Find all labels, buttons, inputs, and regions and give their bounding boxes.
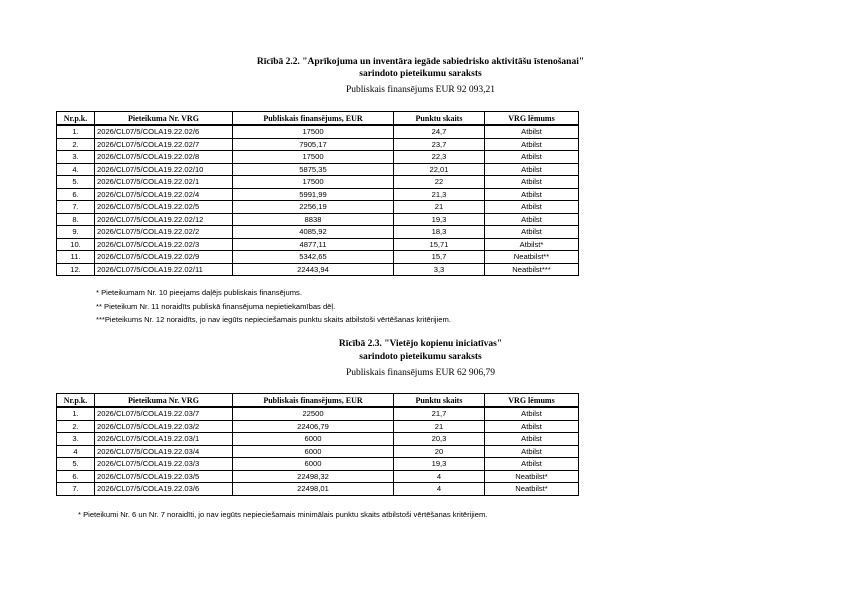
table-row	[57, 188, 579, 201]
col-header-nr: Nr.p.k.	[57, 112, 95, 126]
points-cell: 19,3	[394, 458, 485, 471]
row-nr-cell: 4	[57, 445, 95, 458]
table-row	[57, 238, 579, 251]
row-nr-cell: 12.	[57, 263, 95, 276]
table-row	[57, 458, 579, 471]
table-row	[57, 176, 579, 189]
table-row	[57, 470, 579, 483]
table-row	[57, 163, 579, 176]
col-header-nr: Nr.p.k.	[57, 394, 95, 408]
funding-cell: 4085,92	[233, 226, 394, 239]
application-id-cell: 2026/CL07/5/COLA19.22.02/8	[95, 151, 233, 164]
table-row	[57, 420, 579, 433]
section2-note-1: * Pieteikumi Nr. 6 un Nr. 7 noraidīti, jo nav iegūts nepieciešamais minimālais punktu skaits atbilstoši vērtēšanas kritērijiem.	[78, 510, 488, 519]
row-nr-cell: 8.	[57, 213, 95, 226]
section1-note-1: * Pieteikumam Nr. 10 pieejams daļējs publiskais finansējums.	[96, 288, 302, 297]
row-nr-cell: 1.	[57, 125, 95, 138]
application-id-cell: 2026/CL07/5/COLA19.22.02/5	[95, 201, 233, 214]
table-row	[57, 125, 579, 138]
section1-title-line1: Rīcībā 2.2. "Aprīkojuma un inventāra iegāde sabiedrisko aktivitāšu īstenošanai"	[256, 57, 585, 67]
table-row	[57, 483, 579, 496]
points-cell: 15,71	[394, 238, 485, 251]
table-row	[57, 445, 579, 458]
section1-table	[56, 111, 579, 276]
points-cell: 20,3	[394, 433, 485, 446]
points-cell: 3,3	[394, 263, 485, 276]
row-nr-cell: 2.	[57, 138, 95, 151]
row-nr-cell: 3.	[57, 433, 95, 446]
application-id-cell: 2026/CL07/5/COLA19.22.03/1	[95, 433, 233, 446]
col-header-application: Pieteikuma Nr. VRG	[95, 112, 233, 126]
funding-cell: 17500	[233, 176, 394, 189]
decision-cell: Atbilst	[485, 125, 579, 138]
funding-cell: 22443,94	[233, 263, 394, 276]
funding-cell: 6000	[233, 445, 394, 458]
table-row	[57, 251, 579, 264]
row-nr-cell: 9.	[57, 226, 95, 239]
funding-cell: 22498,32	[233, 470, 394, 483]
application-id-cell: 2026/CL07/5/COLA19.22.02/1	[95, 176, 233, 189]
points-cell: 15,7	[394, 251, 485, 264]
points-cell: 23,7	[394, 138, 485, 151]
decision-cell: Atbilst	[485, 433, 579, 446]
decision-cell: Atbilst	[485, 151, 579, 164]
col-header-application: Pieteikuma Nr. VRG	[95, 394, 233, 408]
section2-table	[56, 393, 579, 496]
table-row	[57, 213, 579, 226]
section1-note-2: ** Pieteikum Nr. 11 noraidīts publiskā finansējuma nepietiekamības dēļ.	[96, 302, 336, 311]
application-id-cell: 2026/CL07/5/COLA19.22.03/3	[95, 458, 233, 471]
decision-cell: Atbilst	[485, 176, 579, 189]
col-header-decision: VRG lēmums	[485, 112, 579, 126]
funding-cell: 5991,99	[233, 188, 394, 201]
row-nr-cell: 6.	[57, 470, 95, 483]
table-row	[57, 201, 579, 214]
table-row	[57, 138, 579, 151]
decision-cell: Atbilst	[485, 188, 579, 201]
section2-header-row	[57, 394, 579, 408]
application-id-cell: 2026/CL07/5/COLA19.22.03/7	[95, 407, 233, 420]
funding-cell: 7905,17	[233, 138, 394, 151]
application-id-cell: 2026/CL07/5/COLA19.22.03/5	[95, 470, 233, 483]
funding-cell: 22500	[233, 407, 394, 420]
row-nr-cell: 6.	[57, 188, 95, 201]
col-header-points: Punktu skaits	[394, 394, 485, 408]
decision-cell: Atbilst	[485, 445, 579, 458]
points-cell: 4	[394, 470, 485, 483]
decision-cell: Atbilst	[485, 201, 579, 214]
application-id-cell: 2026/CL07/5/COLA19.22.03/4	[95, 445, 233, 458]
table-row	[57, 151, 579, 164]
points-cell: 19,3	[394, 213, 485, 226]
section1-title-line2: sarindoto pieteikumu saraksts	[359, 69, 482, 79]
funding-cell: 5342,65	[233, 251, 394, 264]
col-header-funding: Publiskais finansējums, EUR	[233, 394, 394, 408]
funding-cell: 5875,35	[233, 163, 394, 176]
table-row	[57, 226, 579, 239]
points-cell: 20	[394, 445, 485, 458]
row-nr-cell: 4.	[57, 163, 95, 176]
decision-cell: Atbilst	[485, 213, 579, 226]
points-cell: 22,01	[394, 163, 485, 176]
application-id-cell: 2026/CL07/5/COLA19.22.02/3	[95, 238, 233, 251]
funding-cell: 2256,19	[233, 201, 394, 214]
section1-note-3: ***Pieteikums Nr. 12 noraidīts, jo nav iegūts nepieciešamais punktu skaits atbilstoši vērtēšanas kritērijiem.	[96, 315, 451, 324]
application-id-cell: 2026/CL07/5/COLA19.22.02/6	[95, 125, 233, 138]
decision-cell: Atbilst	[485, 458, 579, 471]
row-nr-cell: 7.	[57, 201, 95, 214]
row-nr-cell: 11.	[57, 251, 95, 264]
row-nr-cell: 7.	[57, 483, 95, 496]
points-cell: 21	[394, 201, 485, 214]
row-nr-cell: 1.	[57, 407, 95, 420]
col-header-funding: Publiskais finansējums, EUR	[233, 112, 394, 126]
funding-cell: 4877,11	[233, 238, 394, 251]
points-cell: 4	[394, 483, 485, 496]
col-header-decision: VRG lēmums	[485, 394, 579, 408]
decision-cell: Atbilst	[485, 226, 579, 239]
funding-cell: 22498,01	[233, 483, 394, 496]
funding-cell: 17500	[233, 125, 394, 138]
funding-cell: 17500	[233, 151, 394, 164]
decision-cell: Atbilst	[485, 163, 579, 176]
application-id-cell: 2026/CL07/5/COLA19.22.02/9	[95, 251, 233, 264]
funding-cell: 8838	[233, 213, 394, 226]
section2-funding: Publiskais finansējums EUR 62 906,79	[345, 368, 496, 378]
row-nr-cell: 3.	[57, 151, 95, 164]
section1-header-row	[57, 112, 579, 126]
application-id-cell: 2026/CL07/5/COLA19.22.03/2	[95, 420, 233, 433]
section1-funding: Publiskais finansējums EUR 92 093,21	[345, 85, 496, 95]
row-nr-cell: 2.	[57, 420, 95, 433]
points-cell: 21,3	[394, 188, 485, 201]
funding-cell: 6000	[233, 458, 394, 471]
funding-cell: 6000	[233, 433, 394, 446]
funding-cell: 22406,79	[233, 420, 394, 433]
decision-cell: Neatbilst*	[485, 483, 579, 496]
section2-table-body	[57, 407, 579, 495]
decision-cell: Neatbilst*	[485, 470, 579, 483]
decision-cell: Neatbilst***	[485, 263, 579, 276]
section2-title-line1: Rīcībā 2.3. "Vietējo kopienu iniciatīvas"	[338, 339, 503, 349]
application-id-cell: 2026/CL07/5/COLA19.22.03/6	[95, 483, 233, 496]
section2-title-line2: sarindoto pieteikumu saraksts	[359, 352, 482, 362]
row-nr-cell: 10.	[57, 238, 95, 251]
decision-cell: Neatbilst**	[485, 251, 579, 264]
row-nr-cell: 5.	[57, 176, 95, 189]
decision-cell: Atbilst	[485, 407, 579, 420]
points-cell: 22,3	[394, 151, 485, 164]
application-id-cell: 2026/CL07/5/COLA19.22.02/10	[95, 163, 233, 176]
decision-cell: Atbilst	[485, 420, 579, 433]
table-row	[57, 263, 579, 276]
table-row	[57, 407, 579, 420]
application-id-cell: 2026/CL07/5/COLA19.22.02/11	[95, 263, 233, 276]
section1-table-body	[57, 125, 579, 276]
points-cell: 21	[394, 420, 485, 433]
application-id-cell: 2026/CL07/5/COLA19.22.02/4	[95, 188, 233, 201]
application-id-cell: 2026/CL07/5/COLA19.22.02/7	[95, 138, 233, 151]
col-header-points: Punktu skaits	[394, 112, 485, 126]
points-cell: 18,3	[394, 226, 485, 239]
application-id-cell: 2026/CL07/5/COLA19.22.02/12	[95, 213, 233, 226]
points-cell: 21,7	[394, 407, 485, 420]
points-cell: 24,7	[394, 125, 485, 138]
decision-cell: Atbilst	[485, 138, 579, 151]
decision-cell: Atbilst*	[485, 238, 579, 251]
table-row	[57, 433, 579, 446]
application-id-cell: 2026/CL07/5/COLA19.22.02/2	[95, 226, 233, 239]
points-cell: 22	[394, 176, 485, 189]
row-nr-cell: 5.	[57, 458, 95, 471]
